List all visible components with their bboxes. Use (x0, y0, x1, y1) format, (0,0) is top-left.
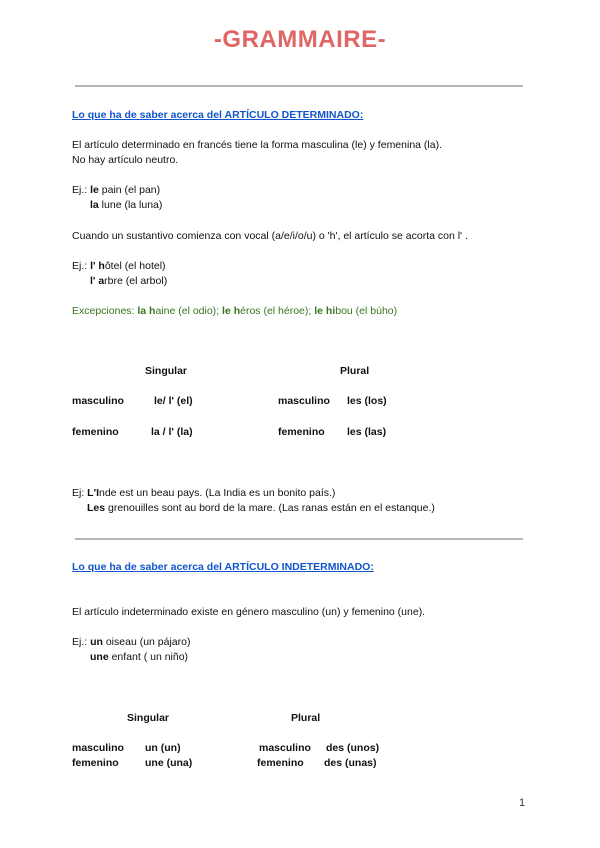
table2-singular-header: Singular (127, 712, 170, 724)
example-une-enfant (90, 651, 188, 663)
article-bold: l' h (90, 260, 105, 272)
exception-bold: la h (137, 305, 156, 317)
article-bold: une (90, 651, 109, 663)
article-bold: l' a (90, 275, 105, 287)
exceptions-line (72, 305, 397, 317)
table1-row1-gender-plural: masculino (278, 395, 330, 407)
example-prefix: Ej: (72, 487, 88, 499)
example-text: pain (el pan) (98, 184, 161, 196)
page-number: 1 (519, 797, 526, 809)
example-grenouilles (87, 502, 435, 514)
article-bold: la (90, 199, 99, 211)
example-text: oiseau (un pájaro) (102, 636, 191, 648)
exceptions-label: Excepciones: (72, 305, 138, 317)
vowel-rule: Cuando un sustantivo comienza con vocal (a/e/i/o/u) o 'h', el artículo se acorta con l' . (72, 230, 468, 242)
table1-row1-singular: le/ l' (el) (154, 395, 193, 407)
section-heading-determinado[interactable]: Lo que ha de saber acerca del ARTÍCULO DETERMINADO: (72, 109, 364, 121)
table2-row1-gender-plural: masculino (259, 742, 311, 754)
table1-row2-plural: les (las) (347, 426, 387, 438)
exception-bold: le h (222, 305, 241, 317)
example-arbre (90, 275, 167, 287)
table2-row2-singular: une (una) (145, 757, 193, 769)
example-text: grenouilles sont au bord de la mare. (Las ranas están en el estanque.) (105, 502, 435, 514)
example-text: nde est un beau pays. (La India es un bonito país.) (99, 487, 336, 499)
example-prefix: Ej.: (72, 636, 91, 648)
table1-row1-gender: masculino (72, 395, 124, 407)
table1-plural-header: Plural (340, 365, 370, 377)
table2-row1-gender: masculino (72, 742, 124, 754)
table2-row2-plural: des (unas) (324, 757, 377, 769)
example-prefix: Ej.: (72, 184, 91, 196)
article-bold: L'I (87, 487, 99, 499)
section-heading-indeterminado[interactable]: Lo que ha de saber acerca del ARTÍCULO INDETERMINADO: (72, 561, 374, 573)
article-bold: Les (87, 502, 106, 514)
intro-line-2: No hay artículo neutro. (72, 154, 179, 166)
example-text: enfant ( un niño) (108, 651, 189, 663)
table1-row2-gender: femenino (72, 426, 119, 438)
example-text: lune (la luna) (98, 199, 163, 211)
example-inde (72, 487, 335, 499)
table2-plural-header: Plural (291, 712, 321, 724)
exception-text: bou (el búho) (335, 305, 398, 317)
example-prefix: Ej.: (72, 260, 91, 272)
table1-row2-gender-plural: femenino (278, 426, 325, 438)
article-bold: un (90, 636, 103, 648)
intro-indeterminado: El artículo indeterminado existe en género masculino (un) y femenino (une). (72, 606, 426, 618)
page-title: -GRAMMAIRE- (213, 26, 387, 53)
table2-row1-plural: des (unos) (326, 742, 380, 754)
example-un-oiseau (72, 636, 190, 648)
example-la-lune (90, 199, 162, 211)
table2-row2-gender-plural: femenino (257, 757, 304, 769)
exception-bold: le hi (314, 305, 336, 317)
example-le-pain (72, 184, 160, 196)
example-text: ôtel (el hotel) (104, 260, 166, 272)
table1-row1-plural: les (los) (347, 395, 387, 407)
article-bold: le (90, 184, 99, 196)
exception-text: éros (el héroe); (240, 305, 315, 317)
intro-line-1: El artículo determinado en francés tiene la forma masculina (le) y femenina (la). (72, 139, 443, 151)
exception-text: aine (el odio); (155, 305, 223, 317)
table2-row2-gender: femenino (72, 757, 119, 769)
table1-row2-singular: la / l' (la) (151, 426, 193, 438)
table1-singular-header: Singular (145, 365, 188, 377)
example-text: rbre (el arbol) (104, 275, 168, 287)
horizontal-rule (75, 538, 523, 540)
example-hotel (72, 260, 166, 272)
table2-row1-singular: un (un) (145, 742, 181, 754)
horizontal-rule (75, 85, 523, 87)
